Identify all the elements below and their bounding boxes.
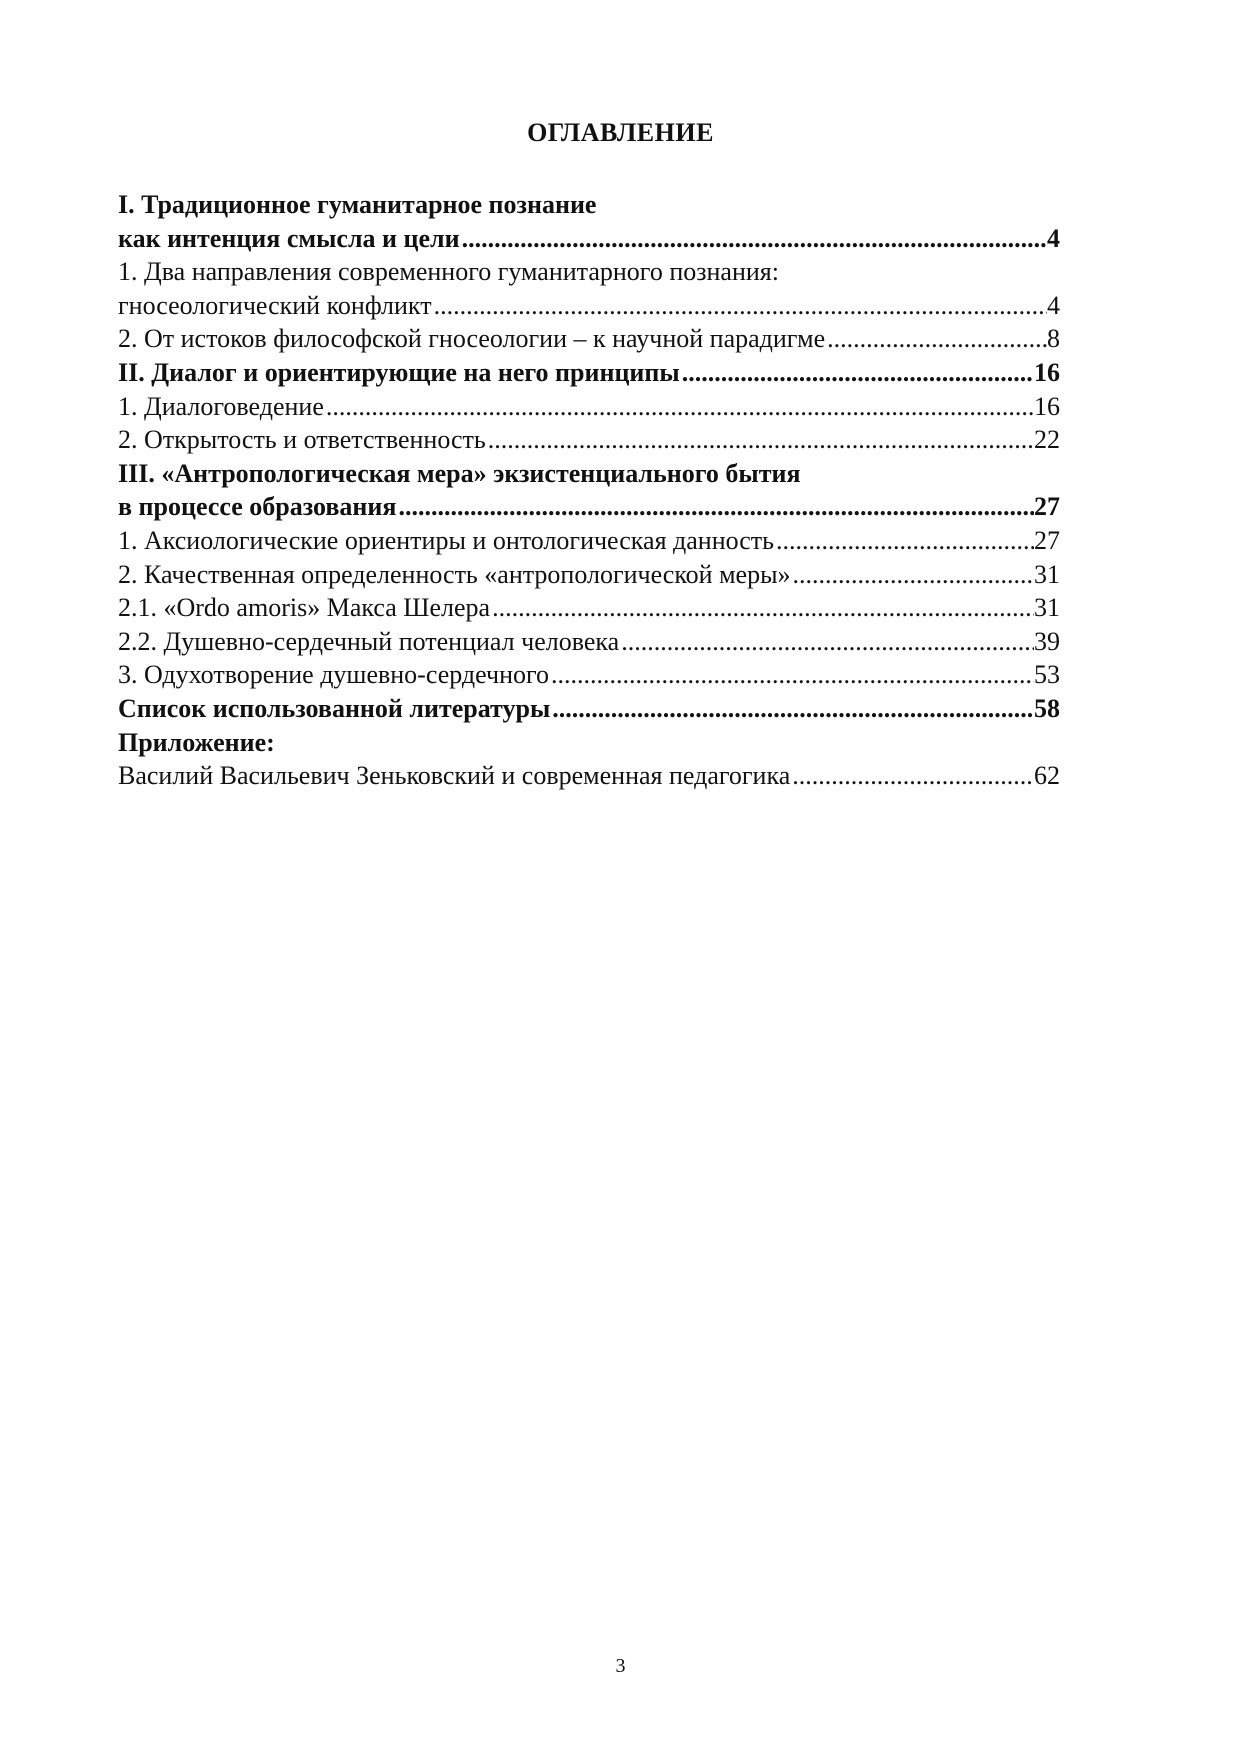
toc-entry-16[interactable] (118, 726, 1060, 760)
toc-entry-text: 2. Качественная определенность «антропологической меры» (118, 559, 791, 589)
toc-page-number: 4 (1047, 290, 1060, 320)
toc-dot-leader (486, 423, 1034, 457)
toc-entry-text: II. Диалог и ориентирующие на него принципы (118, 357, 680, 387)
toc-entry-text: 1. Диалоговедение (118, 391, 324, 421)
toc-entry-text: Список использованной литературы (118, 693, 551, 723)
toc-entry-text: 2. Открытость и ответственность (118, 425, 486, 455)
toc-entry-text: Приложение: (118, 727, 275, 757)
toc-page-number: 62 (1034, 761, 1060, 791)
toc-entry-5[interactable] (118, 356, 1060, 390)
toc-entry-8[interactable] (118, 457, 1060, 491)
toc-dot-leader (460, 222, 1047, 256)
toc-dot-leader (825, 322, 1047, 356)
toc-entry-12[interactable] (118, 591, 1060, 625)
toc-entry-9[interactable] (118, 490, 1060, 524)
toc-entry-text: 2.2. Душевно-сердечный потенциал человека (118, 626, 620, 656)
toc-entry-text: гносеологический конфликт (118, 290, 432, 320)
toc-entry-15[interactable] (118, 692, 1060, 726)
toc-page-number: 22 (1034, 425, 1060, 455)
toc-entry-6[interactable] (118, 390, 1060, 424)
toc-entry-text: как интенция смысла и цели (118, 223, 460, 253)
toc-page-number: 16 (1034, 391, 1060, 421)
toc-entry-text: III. «Антропологическая мера» экзистенциального бытия (118, 458, 801, 488)
toc-entry-14[interactable] (118, 658, 1060, 692)
toc-page-number: 4 (1047, 223, 1060, 253)
toc-entry-text: в процессе образования (118, 492, 397, 522)
toc-entry-text: I. Традиционное гуманитарное познание (118, 190, 597, 219)
toc-entry-2[interactable] (118, 255, 1060, 289)
toc-dot-leader (791, 558, 1034, 592)
toc-dot-leader (790, 759, 1034, 793)
toc-entry-text: 1. Два направления современного гуманитарного познания: (118, 257, 779, 287)
toc-dot-leader (774, 524, 1034, 558)
toc-page-number: 27 (1034, 525, 1060, 555)
toc-entry-text: 1. Аксиологические ориентиры и онтологическая данность (118, 525, 775, 555)
page-title: ОГЛАВЛЕНИЕ (527, 118, 714, 147)
toc-page-number: 39 (1034, 626, 1060, 656)
toc-page-number: 27 (1034, 492, 1060, 522)
toc-page-number: 31 (1034, 593, 1060, 623)
toc-dot-leader (432, 289, 1047, 323)
page-number: 3 (615, 1655, 626, 1677)
toc-entry-11[interactable] (118, 558, 1060, 592)
toc-entry-text: 3. Одухотворение душевно-сердечного (118, 660, 550, 690)
toc-page-number: 31 (1034, 559, 1060, 589)
toc-dot-leader (549, 658, 1034, 692)
toc-entry-text: 2. От истоков философской гносеологии – к научной парадигме (118, 324, 826, 354)
toc-entry-text: Василий Васильевич Зеньковский и современная педагогика (118, 761, 791, 791)
toc-dot-leader (619, 625, 1034, 659)
toc-entry-17[interactable] (118, 759, 1060, 793)
toc-entry-7[interactable] (118, 423, 1060, 457)
toc-entry-4[interactable] (118, 322, 1060, 356)
toc-entry-1[interactable] (118, 222, 1060, 256)
toc-page-number: 16 (1034, 357, 1060, 387)
toc-entry-0[interactable] (118, 188, 1060, 222)
toc-dot-leader (396, 490, 1034, 524)
toc-dot-leader (490, 591, 1034, 625)
toc-page-number: 58 (1034, 693, 1060, 723)
toc-dot-leader (680, 356, 1034, 390)
toc-dot-leader (324, 390, 1034, 424)
toc-entry-10[interactable] (118, 524, 1060, 558)
toc-entry-text: 2.1. «Ordo amoris» Макса Шелера (118, 593, 491, 623)
toc-dot-leader (550, 692, 1034, 726)
toc-entry-13[interactable] (118, 625, 1060, 659)
table-of-contents (118, 188, 1060, 793)
toc-page-number: 53 (1034, 660, 1060, 690)
toc-page-number: 8 (1047, 324, 1060, 354)
toc-entry-3[interactable] (118, 289, 1060, 323)
